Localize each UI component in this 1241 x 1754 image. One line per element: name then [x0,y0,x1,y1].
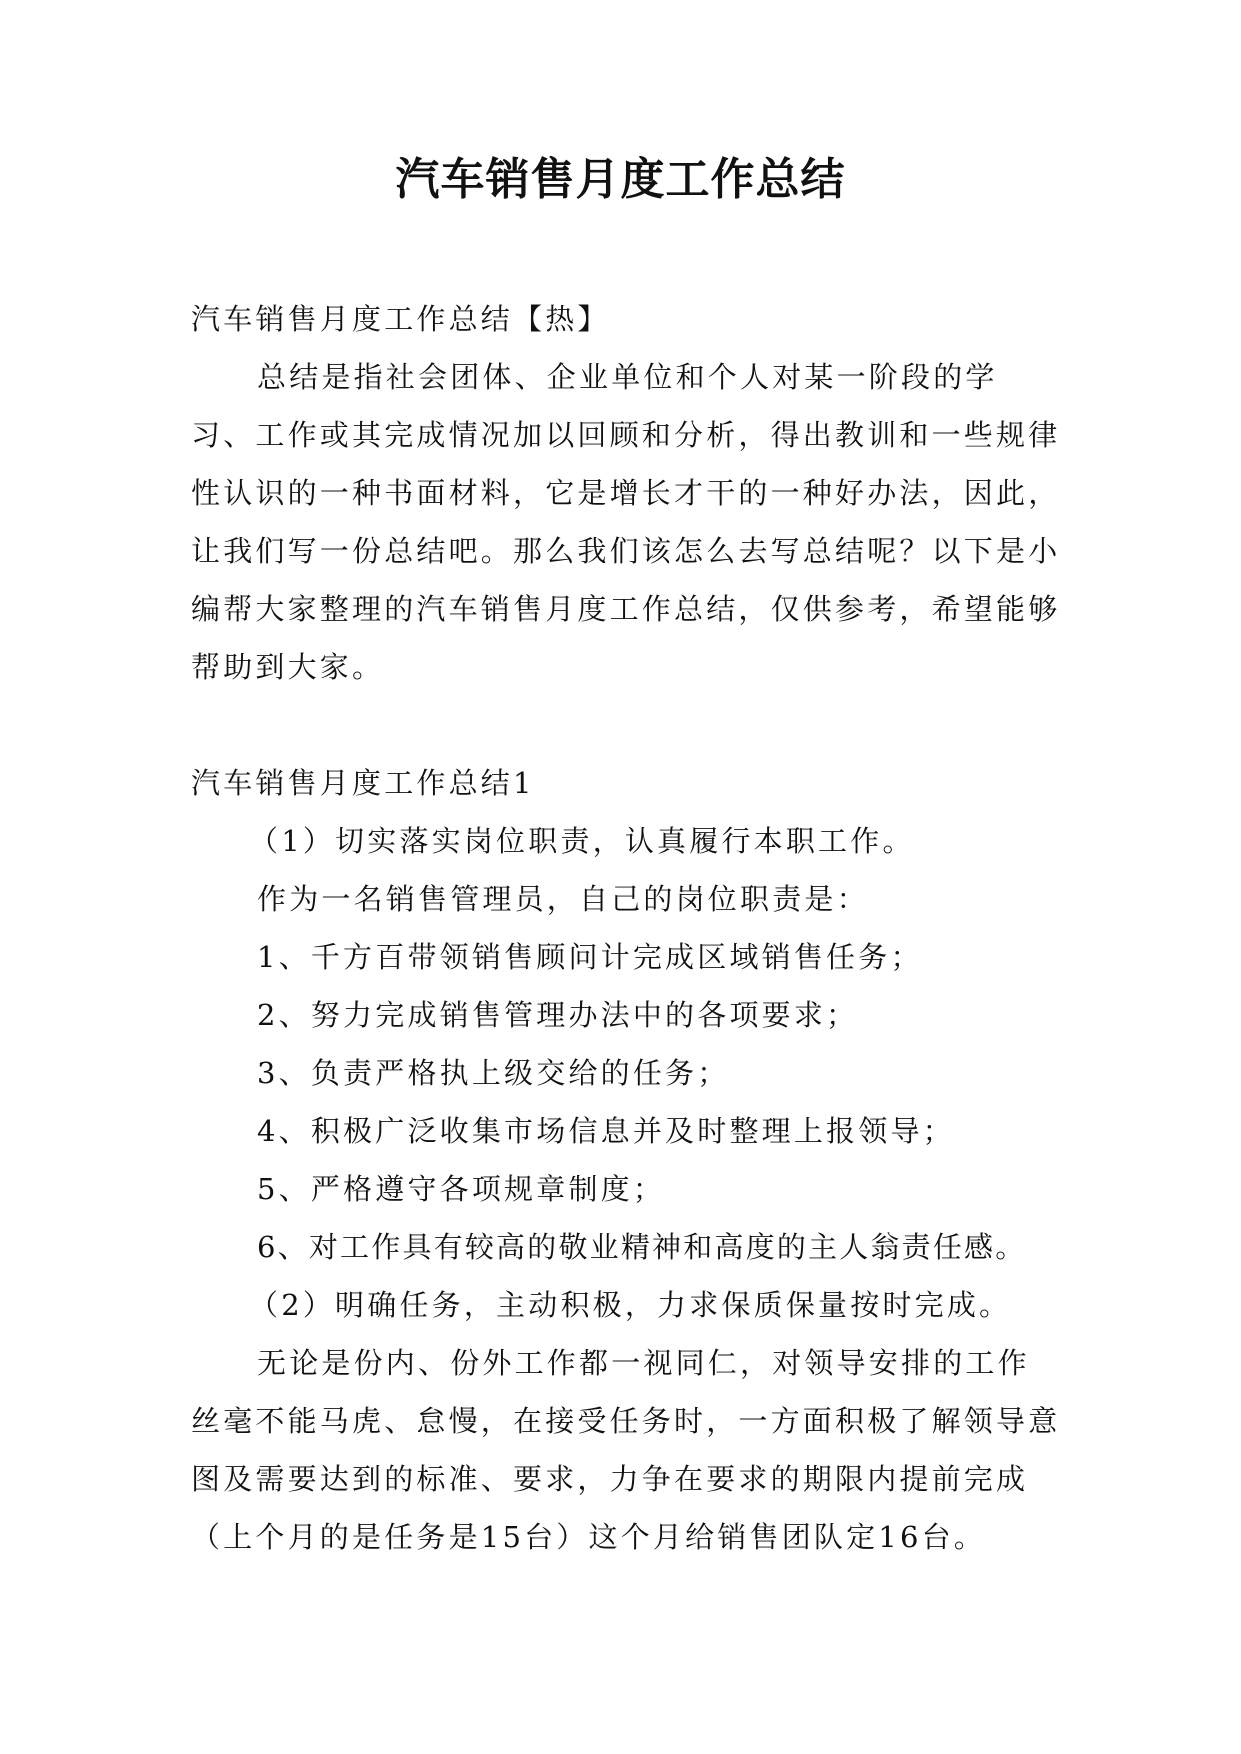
section1-heading: 汽车销售月度工作总结1 [191,766,535,800]
duties-intro: 作为一名销售管理员，自己的岗位职责是： [257,882,869,916]
duty-item-5: 5、严格遵守各项规章制度； [257,1172,666,1206]
point-2: （2）明确任务，主动积极，力求保质保量按时完成。 [249,1288,1012,1322]
duty-item-2: 2、努力完成销售管理办法中的各项要求； [257,998,859,1032]
duty-item-3: 3、负责严格执上级交给的任务； [257,1056,730,1090]
duty-item-1: 1、千方百带领销售顾问计完成区域销售任务； [257,940,923,974]
duty-item-6: 6、对工作具有较高的敬业精神和高度的主人翁责任感。 [257,1230,1027,1264]
intro-paragraph: 总结是指社会团体、企业单位和个人对某一阶段的学习、工作或其完成情况加以回顾和分析，得出教训和一些规律性认识的一种书面材料，它是增长才干的一种好办法，因此，让我们写一份总结吧。那么我们该怎么去写总结呢？以下是小编帮大家整理的汽车销售月度工作总结，仅供参考，希望能够帮助到大家。 [191,360,1061,684]
point-1: （1）切实落实岗位职责，认真履行本职工作。 [249,824,915,858]
intro-heading: 汽车销售月度工作总结【热】 [191,302,610,336]
point2-paragraph: 无论是份内、份外工作都一视同仁，对领导安排的工作丝毫不能马虎、怠慢，在接受任务时，一方面积极了解领导意图及需要达到的标准、要求，力争在要求的期限内提前完成（上个月的是任务是15台）这个月给销售团队定16台。 [191,1346,1061,1554]
section-gap [191,696,1061,754]
page-title: 汽车销售月度工作总结 [395,154,846,205]
duty-item-4: 4、积极广泛收集市场信息并及时整理上报领导； [257,1114,955,1148]
document-body [191,290,1061,1566]
